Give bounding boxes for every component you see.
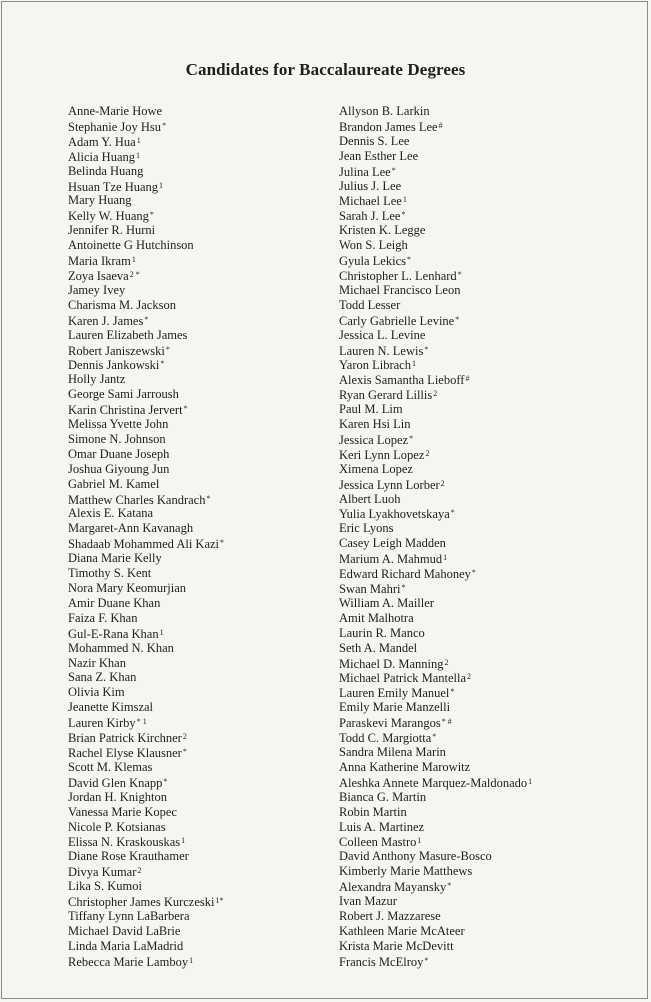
candidate-entry — [68, 119, 330, 134]
candidate-name: Elissa N. Kraskouskas — [68, 835, 181, 850]
candidate-name: Seth A. Mandel — [339, 640, 418, 655]
candidate-name: Michael Patrick Mantella — [339, 671, 467, 686]
candidate-entry — [68, 805, 330, 820]
candidate-name: Todd Lesser — [339, 297, 401, 312]
candidate-entry — [339, 760, 644, 775]
candidate-entry — [68, 447, 330, 462]
candidate-name: Allyson B. Larkin — [339, 104, 430, 118]
candidate-name: Margaret-Ann Kavanagh — [68, 521, 194, 536]
candidate-entry — [339, 775, 644, 790]
candidate-name: Todd C. Margiotta — [339, 731, 432, 746]
candidate-entry — [339, 626, 644, 641]
candidate-name: Hsuan Tze Huang — [68, 179, 159, 194]
candidate-entry — [68, 685, 330, 700]
candidate-entry — [339, 700, 644, 715]
candidate-name: Marium A. Mahmud — [339, 552, 443, 567]
honors-mark: 1 — [402, 195, 407, 205]
candidate-name: Karen Hsi Lin — [339, 417, 411, 432]
candidate-entry — [339, 670, 644, 685]
candidate-entry — [68, 477, 330, 492]
candidate-entry — [339, 387, 644, 402]
honors-mark: 1 — [411, 359, 416, 369]
candidate-entry — [339, 164, 644, 179]
candidate-name: Sandra Milena Marin — [339, 744, 446, 759]
candidate-name: Keri Lynn Lopez — [339, 447, 425, 462]
candidate-name: Simone N. Johnson — [68, 431, 166, 446]
honors-mark: * — [450, 687, 455, 697]
candidate-entry — [339, 611, 644, 626]
candidate-name: Mary Huang — [68, 193, 132, 208]
candidate-name: David Glen Knapp — [68, 775, 163, 790]
candidate-entry — [339, 521, 644, 536]
candidate-name: Won S. Leigh — [339, 238, 408, 253]
candidate-entry — [339, 715, 644, 730]
honors-mark: * — [424, 955, 429, 965]
honors-mark: 1 — [131, 255, 136, 265]
candidate-name: Scott M. Klemas — [68, 759, 153, 774]
right-name-column — [339, 104, 644, 969]
candidate-entry — [339, 954, 644, 969]
honors-mark: * — [162, 120, 167, 130]
candidate-name: Jordan H. Knighton — [68, 789, 167, 804]
candidate-entry — [68, 313, 330, 328]
candidate-entry — [339, 328, 644, 343]
honors-mark: * — [206, 493, 211, 503]
candidate-name: Lika S. Kumoi — [68, 879, 142, 894]
candidate-name: Lauren N. Lewis — [339, 343, 424, 358]
candidate-entry — [68, 149, 330, 164]
candidate-name: Linda Maria LaMadrid — [68, 938, 184, 953]
candidate-name: Alexis E. Katana — [68, 506, 154, 521]
honors-mark: * — [455, 314, 460, 324]
candidate-entry — [68, 417, 330, 432]
candidate-entry — [339, 581, 644, 596]
candidate-name: Diana Marie Kelly — [68, 551, 162, 566]
candidate-entry — [339, 223, 644, 238]
candidate-entry — [68, 387, 330, 402]
honors-mark: 1 — [181, 836, 186, 846]
candidate-name: Olivia Kim — [68, 685, 125, 700]
candidate-name: Dennis S. Lee — [339, 133, 410, 148]
candidate-entry — [339, 551, 644, 566]
candidate-entry — [68, 328, 330, 343]
candidate-entry — [339, 641, 644, 656]
candidate-name: Jamey Ivey — [68, 282, 126, 297]
honors-mark: * — [163, 776, 168, 786]
candidate-entry — [68, 298, 330, 313]
candidate-name: Paraskevi Marangos — [339, 716, 441, 731]
candidate-name: Ximena Lopez — [339, 461, 413, 476]
candidate-entry — [68, 462, 330, 477]
candidate-name: Luis A. Martinez — [339, 819, 425, 834]
page-title: Candidates for Baccalaureate Degrees — [185, 60, 466, 79]
left-name-column — [68, 104, 330, 969]
candidate-entry — [68, 521, 330, 536]
candidate-entry — [68, 343, 330, 358]
candidate-name: Antoinette G Hutchinson — [68, 238, 194, 253]
candidate-name: Joshua Giyoung Jun — [68, 461, 170, 476]
candidate-name: Laurin R. Manco — [339, 625, 425, 640]
candidate-name: Paul M. Lim — [339, 402, 403, 417]
candidate-entry — [339, 193, 644, 208]
candidate-entry — [68, 238, 330, 253]
candidate-name: Kelly W. Huang — [68, 209, 149, 224]
candidate-name: Stephanie Joy Hsu — [68, 119, 162, 134]
candidate-name: Christopher L. Lenhard — [339, 268, 457, 283]
candidate-name: Kristen K. Legge — [339, 223, 426, 238]
candidate-name: Alexis Samantha Lieboff — [339, 373, 465, 388]
candidate-name: Ivan Mazur — [339, 894, 397, 909]
candidate-name: Casey Leigh Madden — [339, 536, 446, 551]
candidate-name: Faiza F. Khan — [68, 610, 138, 625]
candidate-name: Rebecca Marie Lamboy — [68, 954, 189, 969]
candidate-entry — [68, 834, 330, 849]
honors-mark: 1 — [443, 553, 448, 563]
candidate-entry — [339, 566, 644, 581]
candidate-name: Eric Lyons — [339, 521, 394, 536]
candidate-entry — [339, 939, 644, 954]
candidate-name: Jessica Lynn Lorber — [339, 477, 440, 492]
candidate-entry — [339, 313, 644, 328]
candidate-entry — [68, 193, 330, 208]
candidate-entry — [68, 611, 330, 626]
candidate-name: Julius J. Lee — [339, 178, 402, 193]
candidate-entry — [339, 179, 644, 194]
candidate-entry — [68, 864, 330, 879]
candidate-name: Michael Lee — [339, 194, 402, 209]
honors-mark: * — [165, 344, 170, 354]
candidate-name: Yulia Lyakhovetskaya — [339, 507, 450, 522]
honors-mark: * — [144, 314, 149, 324]
candidate-entry — [68, 954, 330, 969]
candidate-name: Albert Luoh — [339, 491, 401, 506]
candidate-entry — [339, 134, 644, 149]
candidate-entry — [339, 506, 644, 521]
candidate-name: David Anthony Masure-Bosco — [339, 849, 492, 864]
candidate-name: Anna Katherine Marowitz — [339, 759, 471, 774]
candidate-entry — [339, 119, 644, 134]
candidate-entry — [68, 745, 330, 760]
candidate-entry — [339, 730, 644, 745]
candidate-name: Lauren Elizabeth James — [68, 327, 188, 342]
honors-mark: * — [401, 210, 406, 220]
candidate-name: Gul-E-Rana Khan — [68, 626, 159, 641]
candidate-name: Alexandra Mayansky — [339, 880, 447, 895]
candidate-entry — [68, 253, 330, 268]
honors-mark: 2 * — [129, 269, 140, 279]
candidate-name: Michael D. Manning — [339, 656, 444, 671]
candidate-name: Emily Marie Manzelli — [339, 700, 451, 715]
candidate-entry — [339, 805, 644, 820]
candidate-name: Timothy S. Kent — [68, 566, 152, 581]
honors-mark: * — [432, 732, 437, 742]
candidate-name: Edward Richard Mahoney — [339, 567, 471, 582]
honors-mark: * 1 — [136, 717, 147, 727]
honors-mark: * — [450, 508, 455, 518]
candidate-entry — [339, 834, 644, 849]
candidate-entry — [339, 849, 644, 864]
candidate-name: Kathleen Marie McAteer — [339, 923, 465, 938]
candidate-entry — [339, 790, 644, 805]
candidate-entry — [68, 402, 330, 417]
candidate-name: Amir Duane Khan — [68, 595, 161, 610]
honors-mark: * — [407, 255, 411, 265]
candidate-entry — [339, 343, 644, 358]
honors-mark: * # — [441, 717, 452, 727]
candidate-entry — [68, 104, 330, 119]
candidate-name: Colleen Mastro — [339, 835, 417, 850]
candidate-name: Sarah J. Lee — [339, 209, 401, 224]
candidate-name: Christopher James Kurczeski — [68, 895, 215, 910]
honors-mark: 1 — [159, 627, 164, 637]
candidate-name: George Sami Jarroush — [68, 387, 179, 402]
candidate-entry — [68, 879, 330, 894]
candidate-entry — [339, 492, 644, 507]
candidate-entry — [68, 432, 330, 447]
candidate-name: Karen J. James — [68, 313, 144, 328]
candidate-entry — [68, 372, 330, 387]
candidate-name: Kimberly Marie Matthews — [339, 864, 473, 879]
candidate-name: Carly Gabrielle Levine — [339, 313, 455, 328]
candidate-name: Belinda Huang — [68, 163, 144, 178]
honors-mark: 1 — [528, 776, 533, 786]
candidate-name: Zoya Isaeva — [68, 268, 129, 283]
candidate-name: Melissa Yvette John — [68, 417, 169, 432]
honors-mark: * — [160, 359, 165, 369]
candidate-name: Julina Lee — [339, 164, 391, 179]
candidate-name: William A. Mailler — [339, 595, 434, 610]
candidate-name: Nicole P. Kotsianas — [68, 819, 166, 834]
candidate-entry — [339, 909, 644, 924]
candidate-entry — [68, 596, 330, 611]
candidate-entry — [339, 253, 644, 268]
honors-mark: 1 — [136, 135, 141, 145]
candidate-name: Jennifer R. Hurni — [68, 223, 156, 238]
candidate-entry — [68, 581, 330, 596]
candidate-entry — [339, 477, 644, 492]
candidate-entry — [68, 894, 330, 909]
candidate-entry — [68, 626, 330, 641]
candidate-entry — [339, 447, 644, 462]
candidate-name: Yaron Librach — [339, 358, 411, 373]
honors-mark: 2 — [433, 389, 438, 399]
candidate-entry — [339, 924, 644, 939]
candidate-entry — [68, 357, 330, 372]
honors-mark: * — [220, 538, 225, 548]
candidate-name: Nazir Khan — [68, 655, 126, 670]
candidate-entry — [68, 179, 330, 194]
candidate-name: Gyula Lekics — [339, 254, 406, 269]
candidate-entry — [339, 820, 644, 835]
honors-mark: 1 — [159, 180, 164, 190]
candidate-name: Aleshka Annete Marquez-Maldonado — [339, 775, 528, 790]
candidate-entry — [68, 909, 330, 924]
candidate-name: Karin Christina Jervert — [68, 403, 183, 418]
candidate-entry — [339, 357, 644, 372]
candidate-name: Nora Mary Keomurjian — [68, 581, 187, 595]
honors-mark: 2 — [425, 448, 430, 458]
candidate-name: Swan Mahri — [339, 582, 401, 596]
candidate-entry — [339, 268, 644, 283]
candidate-name: Rachel Elyse Klausner — [68, 745, 182, 760]
candidate-entry — [68, 820, 330, 835]
candidate-entry — [339, 432, 644, 447]
candidate-name: Lauren Kirby — [68, 716, 136, 731]
candidate-entry — [68, 715, 330, 730]
candidate-name: Maria Ikram — [68, 254, 131, 269]
honors-mark: * — [447, 881, 452, 891]
candidate-entry — [68, 208, 330, 223]
honors-mark: # — [438, 120, 443, 130]
candidate-entry — [68, 939, 330, 954]
candidate-name: Lauren Emily Manuel — [339, 686, 450, 701]
candidate-entry — [68, 268, 330, 283]
honors-mark: 2 — [137, 866, 142, 876]
candidate-name: Jessica L. Levine — [339, 327, 426, 342]
candidate-name: Anne-Marie Howe — [68, 104, 163, 118]
honors-mark: 1* — [215, 896, 224, 906]
candidate-entry — [339, 864, 644, 879]
candidate-entry — [68, 775, 330, 790]
candidate-name: Brandon James Lee — [339, 119, 438, 134]
candidate-entry — [68, 790, 330, 805]
honors-mark: 2 — [444, 657, 449, 667]
candidate-entry — [339, 685, 644, 700]
honors-mark: 2 — [467, 672, 472, 682]
candidate-entry — [339, 104, 644, 119]
candidate-name: Bianca G. Martin — [339, 789, 427, 804]
candidate-entry — [68, 641, 330, 656]
candidate-name: Jessica Lopez — [339, 432, 409, 447]
candidate-entry — [339, 149, 644, 164]
candidate-entry — [68, 223, 330, 238]
candidate-entry — [339, 402, 644, 417]
honors-mark: * — [183, 404, 188, 414]
candidate-name: Charisma M. Jackson — [68, 297, 176, 312]
candidate-name: Sana Z. Khan — [68, 670, 137, 685]
candidate-name: Dennis Jankowski — [68, 358, 160, 373]
candidate-name: Michael Francisco Leon — [339, 282, 461, 297]
candidate-name: Krista Marie McDevitt — [339, 938, 454, 953]
candidate-entry — [68, 760, 330, 775]
honors-mark: 1 — [417, 836, 422, 846]
honors-mark: * — [471, 568, 476, 578]
candidate-entry — [68, 924, 330, 939]
candidate-entry — [68, 506, 330, 521]
honors-mark: # — [465, 374, 470, 384]
candidate-entry — [68, 492, 330, 507]
candidate-name: Tiffany Lynn LaBarbera — [68, 908, 190, 923]
candidate-name: Holly Jantz — [68, 372, 126, 387]
candidate-entry — [68, 670, 330, 685]
candidate-entry — [339, 596, 644, 611]
candidate-name: Divya Kumar — [68, 865, 137, 880]
candidate-name: Vanessa Marie Kopec — [68, 804, 177, 819]
honors-mark: 1 — [189, 955, 194, 965]
candidate-entry — [339, 208, 644, 223]
candidate-entry — [339, 745, 644, 760]
honors-mark: * — [391, 165, 396, 175]
candidate-entry — [68, 536, 330, 551]
candidate-entry — [339, 372, 644, 387]
candidate-name: Adam Y. Hua — [68, 134, 136, 149]
candidate-name: Amit Malhotra — [339, 610, 414, 625]
candidate-entry — [68, 730, 330, 745]
candidate-entry — [68, 656, 330, 671]
honors-mark: * — [149, 210, 154, 220]
honors-mark: 1 — [136, 150, 140, 160]
candidate-entry — [68, 283, 330, 298]
candidate-name: Diane Rose Krauthamer — [68, 849, 189, 864]
candidate-entry — [339, 536, 644, 551]
candidate-name: Omar Duane Joseph — [68, 446, 170, 461]
candidate-entry — [339, 238, 644, 253]
candidate-entry — [339, 462, 644, 477]
candidate-entry — [339, 656, 644, 671]
candidate-entry — [68, 566, 330, 581]
honors-mark: 2 — [182, 732, 187, 742]
candidate-name: Alicia Huang — [68, 149, 135, 164]
candidate-name: Francis McElroy — [339, 954, 424, 969]
honors-mark: * — [457, 269, 462, 279]
candidate-name: Robert Janiszewski — [68, 343, 165, 358]
candidate-name: Gabriel M. Kamel — [68, 476, 160, 491]
candidate-name: Robert J. Mazzarese — [339, 908, 441, 923]
candidate-name: Michael David LaBrie — [68, 923, 181, 938]
candidate-entry — [68, 849, 330, 864]
candidate-entry — [68, 134, 330, 149]
candidate-name: Mohammed N. Khan — [68, 640, 174, 655]
candidate-entry — [339, 417, 644, 432]
candidate-name: Jean Esther Lee — [339, 148, 419, 163]
candidate-name: Brian Patrick Kirchner — [68, 731, 182, 746]
candidate-name: Shadaab Mohammed Ali Kazi — [68, 537, 220, 552]
candidate-name: Robin Martin — [339, 804, 407, 819]
honors-mark: * — [401, 583, 406, 592]
candidate-name: Jeanette Kimszal — [68, 700, 154, 715]
candidate-name: Ryan Gerard Lillis — [339, 388, 433, 403]
honors-mark: * — [182, 746, 187, 756]
candidate-entry — [68, 551, 330, 566]
honors-mark: * — [424, 344, 429, 354]
candidate-name: Matthew Charles Kandrach — [68, 492, 206, 507]
honors-mark: * — [409, 433, 414, 443]
candidate-entry — [68, 164, 330, 179]
candidate-entry — [339, 894, 644, 909]
candidate-entry — [339, 879, 644, 894]
candidate-entry — [68, 700, 330, 715]
honors-mark: 2 — [440, 478, 445, 488]
candidate-entry — [339, 283, 644, 298]
candidate-entry — [339, 298, 644, 313]
